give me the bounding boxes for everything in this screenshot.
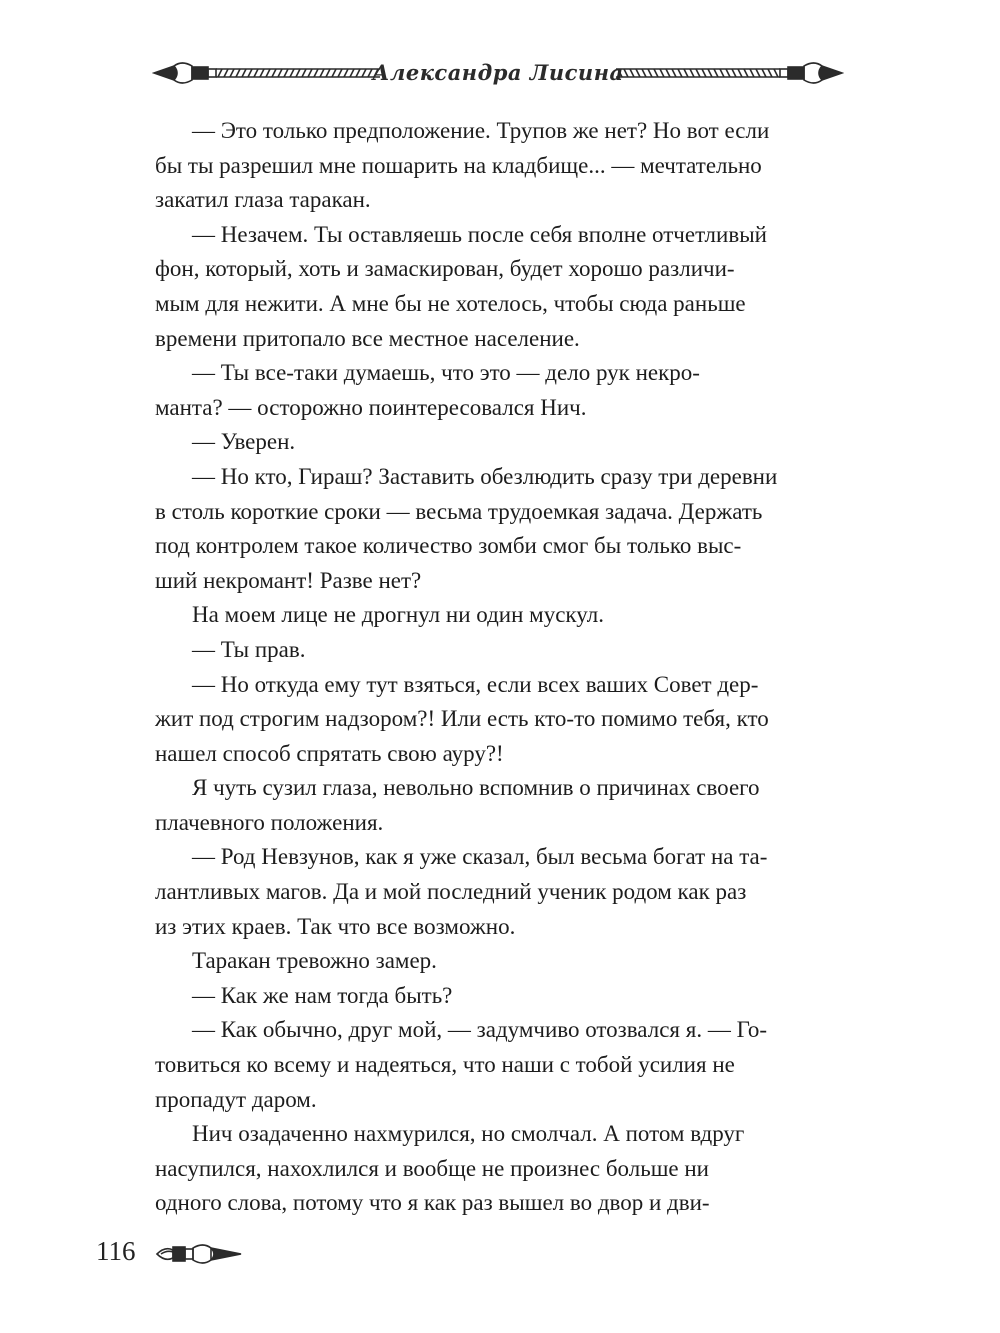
paragraph: — Но кто, Гираш? Заставить обезлюдить сразу три деревни в столь короткие сроки — весьма трудоемкая задача. Держать под контролем такое количество зомби смог бы только выс- ший некромант! Разве нет? [155, 463, 778, 593]
header-author-name: Александра Лисина [372, 60, 624, 85]
paragraph: — Незачем. Ты оставляешь после себя вполне отчетливый фон, который, хоть и замаскирован, будет хорошо различи- мым для нежити. А мне бы не хотелось, чтобы сюда раньше времени притопало все местное население. [155, 221, 767, 351]
paragraph: — Род Невзунов, как я уже сказал, был весьма богат на та- лантливых магов. Да и мой последний ученик родом как раз из этих краев. Так что все возможно. [155, 844, 768, 939]
paragraph: — Как обычно, друг мой, — задумчиво отозвался я. — Го- товиться ко всему и надеяться, что наши с тобой усилия не пропадут даром. [155, 1017, 767, 1112]
paragraph: Таракан тревожно замер. [192, 948, 437, 974]
page-number: 116 [96, 1236, 136, 1266]
body-text [155, 114, 846, 1221]
spear-rope-ornament-icon [614, 54, 844, 92]
paragraph: — Ты прав. [192, 636, 306, 662]
running-header [152, 54, 844, 92]
paragraph: — Но откуда ему тут взяться, если всех ваших Совет дер- жит под строгим надзором?! Или есть кто-то помимо тебя, кто нашел способ спрятать свою ауру?! [155, 671, 769, 766]
spear-tip-ornament-icon [153, 1232, 245, 1276]
paragraph: На моем лице не дрогнул ни один мускул. [192, 602, 605, 628]
paragraph: — Ты все-таки думаешь, что это — дело рук некро- манта? — осторожно поинтересовался Нич. [155, 360, 700, 420]
paragraph: Нич озадаченно нахмурился, но смолчал. А потом вдруг насупился, нахохлился и вообще не произнес больше ни одного слова, потому что я как раз вышел во двор и дви- [155, 1121, 745, 1216]
paragraph: — Как же нам тогда быть? [192, 982, 453, 1008]
paragraph: — Это только предположение. Трупов же нет? Но вот если бы ты разрешил мне пошарить на кладбище... — мечтательно закатил глаза таракан. [155, 118, 770, 213]
paragraph: — Уверен. [192, 429, 296, 455]
paragraph: Я чуть сузил глаза, невольно вспомнив о причинах своего плачевного положения. [155, 775, 760, 835]
page-footer [96, 1232, 356, 1276]
